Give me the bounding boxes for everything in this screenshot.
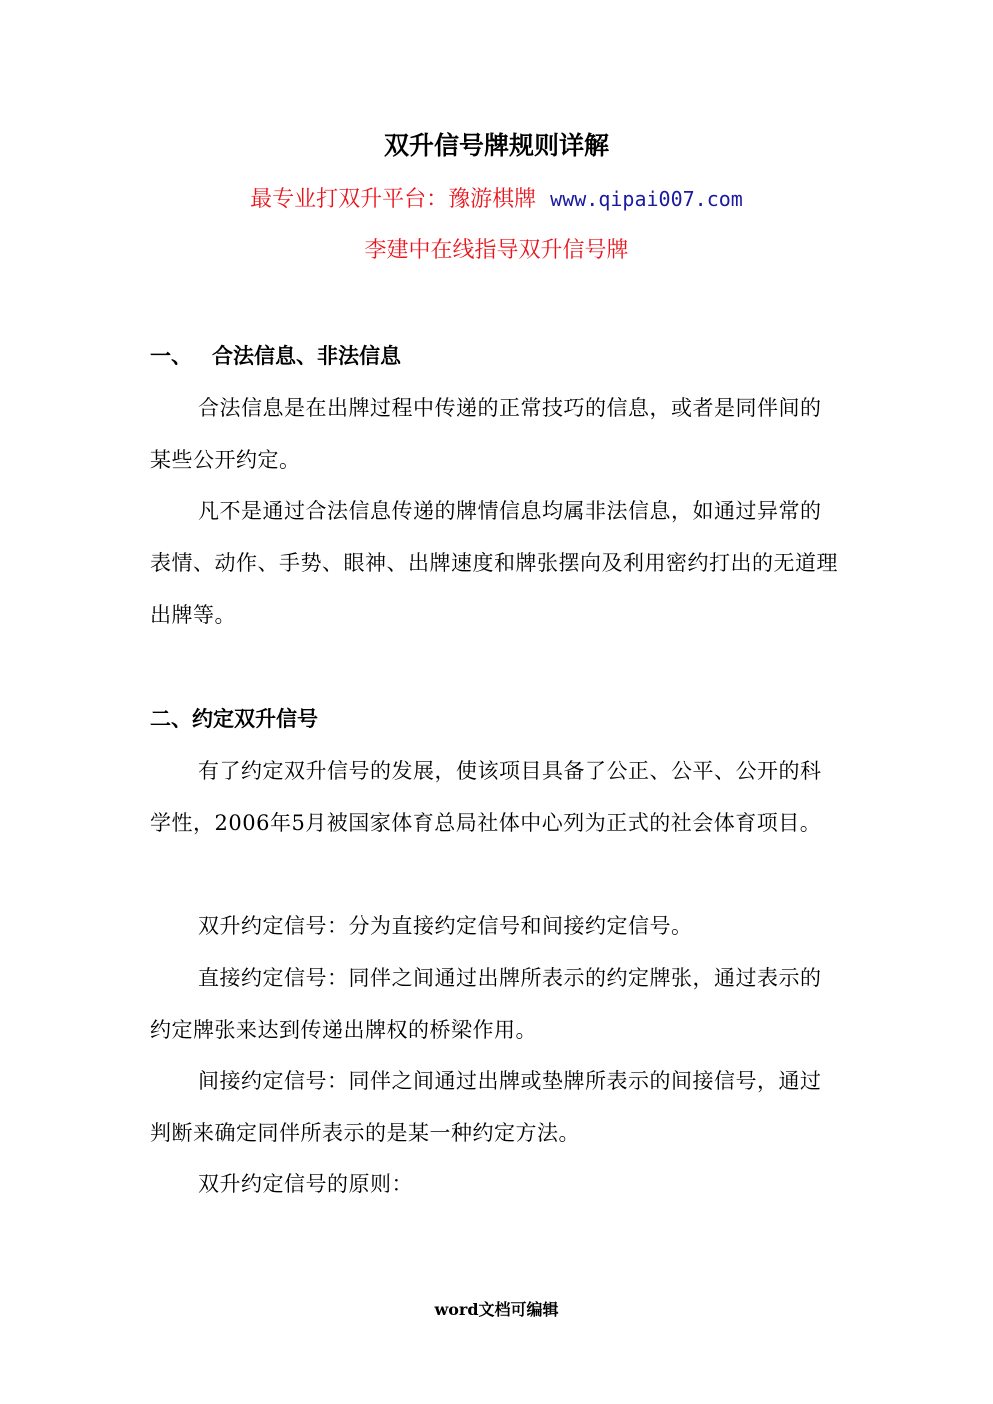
section-2-paragraph-5: 双升约定信号的原则： <box>198 1172 413 1196</box>
section-1-title: 合法信息、非法信息 <box>212 343 401 368</box>
section-1-heading <box>150 340 401 372</box>
promo-guide-line: 李建中在线指导双升信号牌 <box>364 238 629 263</box>
section-1-paragraph-2: 凡不是通过合法信息传递的牌情信息均属非法信息，如通过异常的表情、动作、手势、眼神、出牌速度和牌张摆向及利用密约打出的无道理出牌等。 <box>150 499 838 627</box>
section-2-paragraph-1: 有了约定双升信号的发展，使该项目具备了公正、公平、公开的科学性，2006年5月被国家体育总局社体中心列为正式的社会体育项目。 <box>150 759 822 835</box>
promo-platform-text: 最专业打双升平台：豫游棋牌 <box>250 187 537 212</box>
promo-url-link[interactable]: www.qipai007.com <box>550 187 743 211</box>
page-footer: word文档可编辑 <box>434 1300 559 1319</box>
promo-line <box>0 183 993 216</box>
document-title: 双升信号牌规则详解 <box>383 131 609 160</box>
section-1-number: 一、 <box>150 343 192 368</box>
section-2-paragraph-2: 双升约定信号：分为直接约定信号和间接约定信号。 <box>198 914 693 938</box>
section-2-paragraph-4: 间接约定信号：同伴之间通过出牌或垫牌所表示的间接信号，通过判断来确定同伴所表示的是某一种约定方法。 <box>150 1069 822 1145</box>
section-1-paragraph-1: 合法信息是在出牌过程中传递的正常技巧的信息，或者是同伴间的某些公开约定。 <box>150 396 822 472</box>
section-2-paragraph-3: 直接约定信号：同伴之间通过出牌所表示的约定牌张，通过表示的约定牌张来达到传递出牌权的桥梁作用。 <box>150 966 822 1042</box>
section-2-heading: 二、约定双升信号 <box>150 706 318 731</box>
